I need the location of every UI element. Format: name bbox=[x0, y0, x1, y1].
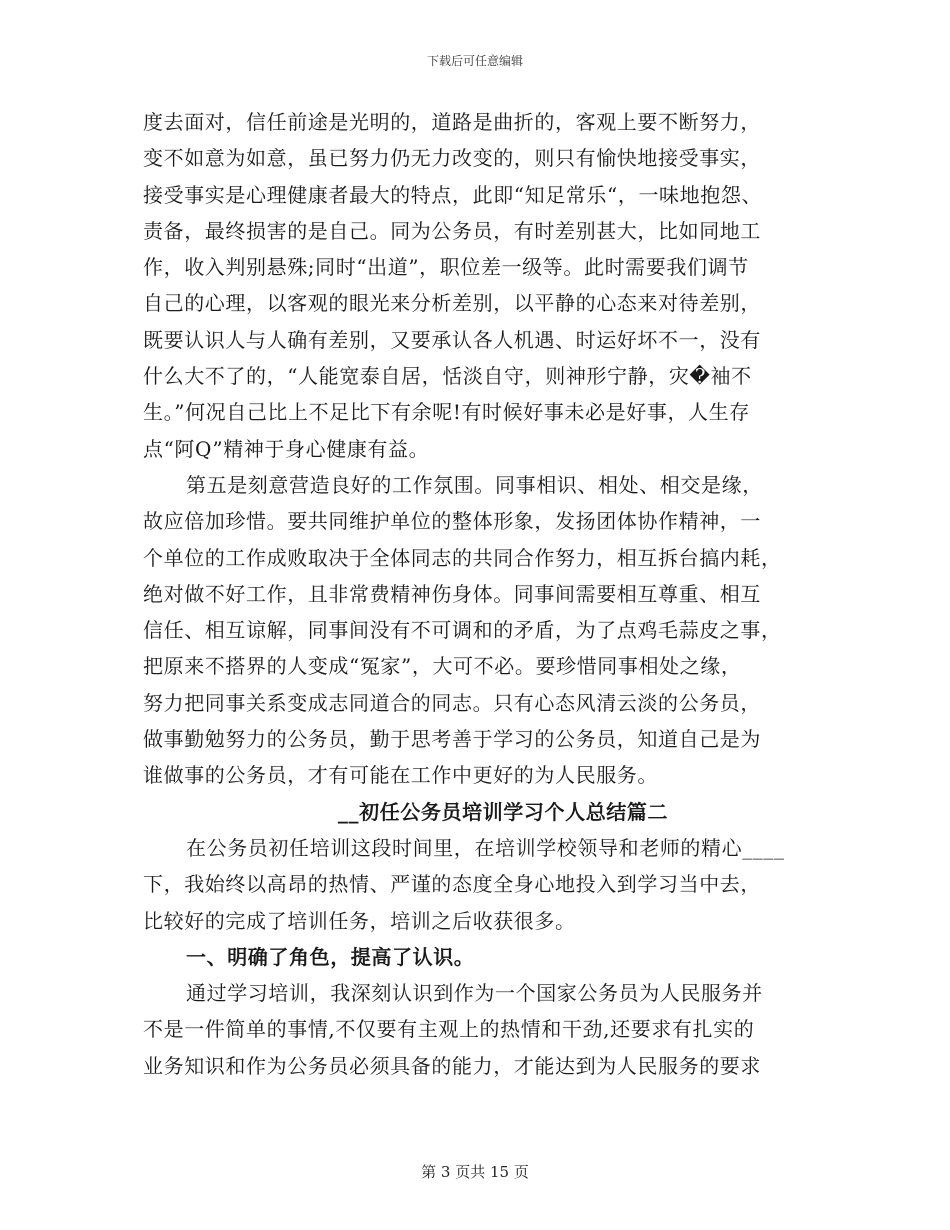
section-title: __初任公务员培训学习个人总结篇二 bbox=[337, 799, 669, 824]
text-line: 绝对做不好工作，且非常费精神伤身体。同事间需要相互尊重、相互 bbox=[143, 581, 761, 606]
text-line: 变不如意为如意，虽已努力仍无力改变的，则只有愉快地接受事实， bbox=[143, 146, 761, 171]
text-line: 作，收入判别悬殊;同时“出道”，职位差一级等。此时需要我们调节 bbox=[143, 255, 749, 280]
text-line: 努力把同事关系变成志同道合的同志。只有心态风清云淡的公务员， bbox=[143, 690, 761, 715]
text-line: 不是一件简单的事情,不仅要有主观上的热情和干劲,还要求有扎实的 bbox=[143, 1017, 755, 1042]
text-line: 个单位的工作成败取决于全体同志的共同合作努力，相互拆台搞内耗， bbox=[143, 545, 782, 570]
text-line: 度去面对，信任前途是光明的，道路是曲折的，客观上要不断努力， bbox=[143, 110, 761, 134]
section-heading: 一、明确了角色，提高了认识。 bbox=[186, 944, 475, 969]
document-body bbox=[143, 104, 823, 1084]
text-line: 什么大不了的，“人能宽泰自居，恬淡自守，则神形宁静，灾�袖不 bbox=[143, 364, 752, 389]
text-line: 责备，最终损害的是自己。同为公务员，有时差别甚大，比如同地工 bbox=[143, 218, 761, 243]
text-line: 第五是刻意营造良好的工作氛围。同事相识、相处、相交是缘， bbox=[186, 472, 763, 497]
text-line: 既要认识人与人确有差别，又要承认各人机遇、时运好坏不一，没有 bbox=[143, 327, 761, 352]
text-line: 故应倍加珍惜。要共同维护单位的整体形象，发扬团体协作精神，一 bbox=[143, 509, 761, 534]
text-line: 接受事实是心理健康者最大的特点，此即“知足常乐“，一味地抱怨、 bbox=[143, 182, 763, 207]
text-line: 点“阿Q”精神于身心健康有益。 bbox=[143, 436, 430, 461]
text-line: 在公务员初任培训这段时间里，在培训学校领导和老师的精心____ bbox=[186, 835, 785, 860]
text-line: 生。”何况自己比上不足比下有余呢!有时候好事未必是好事，人生存 bbox=[143, 400, 750, 425]
text-line: 做事勤勉努力的公务员，勤于思考善于学习的公务员，知道自己是为 bbox=[143, 727, 761, 752]
text-line: 谁做事的公务员，才有可能在工作中更好的为人民服务。 bbox=[143, 763, 658, 788]
text-line: 自己的心理，以客观的眼光来分析差别，以平静的心态来对待差别， bbox=[143, 291, 761, 316]
text-line: 信任、相互谅解，同事间没有不可调和的矛盾，为了点鸡毛蒜皮之事， bbox=[143, 618, 782, 643]
page-footer: 第 3 页共 15 页 bbox=[421, 1163, 529, 1181]
text-line: 业务知识和作为公务员必须具备的能力，才能达到为人民服务的要求 bbox=[143, 1053, 761, 1078]
text-line: 把原来不搭界的人变成“冤家”，大可不必。要珍惜同事相处之缘， bbox=[143, 654, 742, 679]
text-line: 比较好的完成了培训任务，培训之后收获很多。 bbox=[143, 908, 576, 933]
text-line: 下，我始终以高昂的热情、严谨的态度全身心地投入到学习当中去， bbox=[143, 872, 761, 897]
page-header: 下载后可任意编辑 bbox=[426, 54, 523, 68]
text-line: 通过学习培训，我深刻认识到作为一个国家公务员为人民服务并 bbox=[186, 981, 763, 1006]
